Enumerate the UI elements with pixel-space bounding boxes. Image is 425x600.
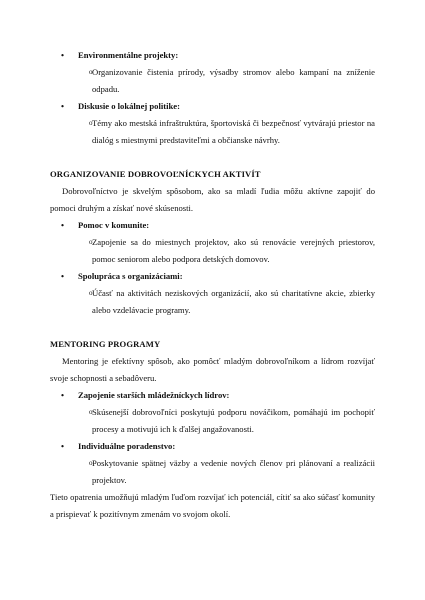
closing-paragraph: Tieto opatrenia umožňujú mladým ľuďom rozvíjať ich potenciál, cítiť sa ako súčasť komunity a prispievať k pozitívnym zmenám vo svojom okolí. — [50, 492, 375, 519]
volunteering-intro: Dobrovoľníctvo je skvelým spôsobom, ako sa mladí ľudia môžu aktívne zapojiť do pomoci druhým a získať nové skúsenosti. — [50, 186, 375, 213]
circle-bullet-icon: o — [89, 289, 93, 297]
volunteer-bullet-list — [50, 217, 375, 319]
sub-item — [50, 455, 375, 489]
mentoring-bullet-list — [50, 387, 375, 489]
bullet-org-cooperation — [50, 268, 375, 285]
bullet-individual-counseling — [50, 438, 375, 455]
bullet-env-projects — [50, 47, 375, 64]
bullet-local-politics — [50, 98, 375, 115]
heading-volunteering: ORGANIZOVANIE DOBROVOĽNÍCKYCH AKTIVÍT — [50, 169, 261, 179]
bullet-label: Zapojenie starších mládežníckych lídrov: — [78, 390, 230, 400]
heading-mentoring: MENTORING PROGRAMY — [50, 339, 161, 349]
bullet-community-help — [50, 217, 375, 234]
circle-bullet-icon: o — [89, 68, 93, 76]
bullet-label: Spolupráca s organizáciami: — [78, 271, 183, 281]
sub-item-text: Zapojenie sa do miestnych projektov, ako sú renovácie verejných priestorov, pomoc seniorom alebo podpora detských domovov. — [92, 237, 375, 264]
sub-item-text: Poskytovanie spätnej väzby a vedenie nových členov pri plánovaní a realizácii projektov. — [92, 458, 375, 485]
circle-bullet-icon: o — [89, 238, 93, 246]
circle-bullet-icon: o — [89, 459, 93, 467]
bullet-label: Individuálne poradenstvo: — [78, 441, 176, 451]
circle-bullet-icon: o — [89, 119, 93, 127]
bullet-label: Pomoc v komunite: — [78, 220, 150, 230]
bullet-label: Environmentálne projekty: — [78, 50, 179, 60]
bullet-label: Diskusie o lokálnej politike: — [78, 101, 180, 111]
mentoring-intro: Mentoring je efektívny spôsob, ako pomôcť mladým dobrovoľníkom a lídrom rozvíjať svoje schopnosti a sebadôveru. — [50, 356, 375, 383]
sub-item — [50, 115, 375, 149]
sub-item-text: Skúsenejší dobrovoľníci poskytujú podporu nováčikom, pomáhajú im pochopiť procesy a motivujú ich k ďalšej angažovanosti. — [92, 407, 375, 434]
sub-item-text: Organizovanie čistenia prírody, výsadby stromov alebo kampaní na zníženie odpadu. — [92, 67, 375, 94]
document-page — [50, 47, 375, 523]
circle-bullet-icon: o — [89, 408, 93, 416]
sub-item — [50, 64, 375, 98]
bullet-senior-leaders — [50, 387, 375, 404]
env-bullet-list — [50, 47, 375, 149]
sub-item-text: Účasť na aktivitách neziskových organizácií, ako sú charitatívne akcie, zbierky alebo vzdelávacie programy. — [92, 288, 375, 315]
sub-item — [50, 404, 375, 438]
sub-item — [50, 234, 375, 268]
sub-item — [50, 285, 375, 319]
sub-item-text: Témy ako mestská infraštruktúra, športoviská či bezpečnosť vytvárajú priestor na dialóg s miestnymi predstaviteľmi a občianske návrhy. — [92, 118, 375, 145]
